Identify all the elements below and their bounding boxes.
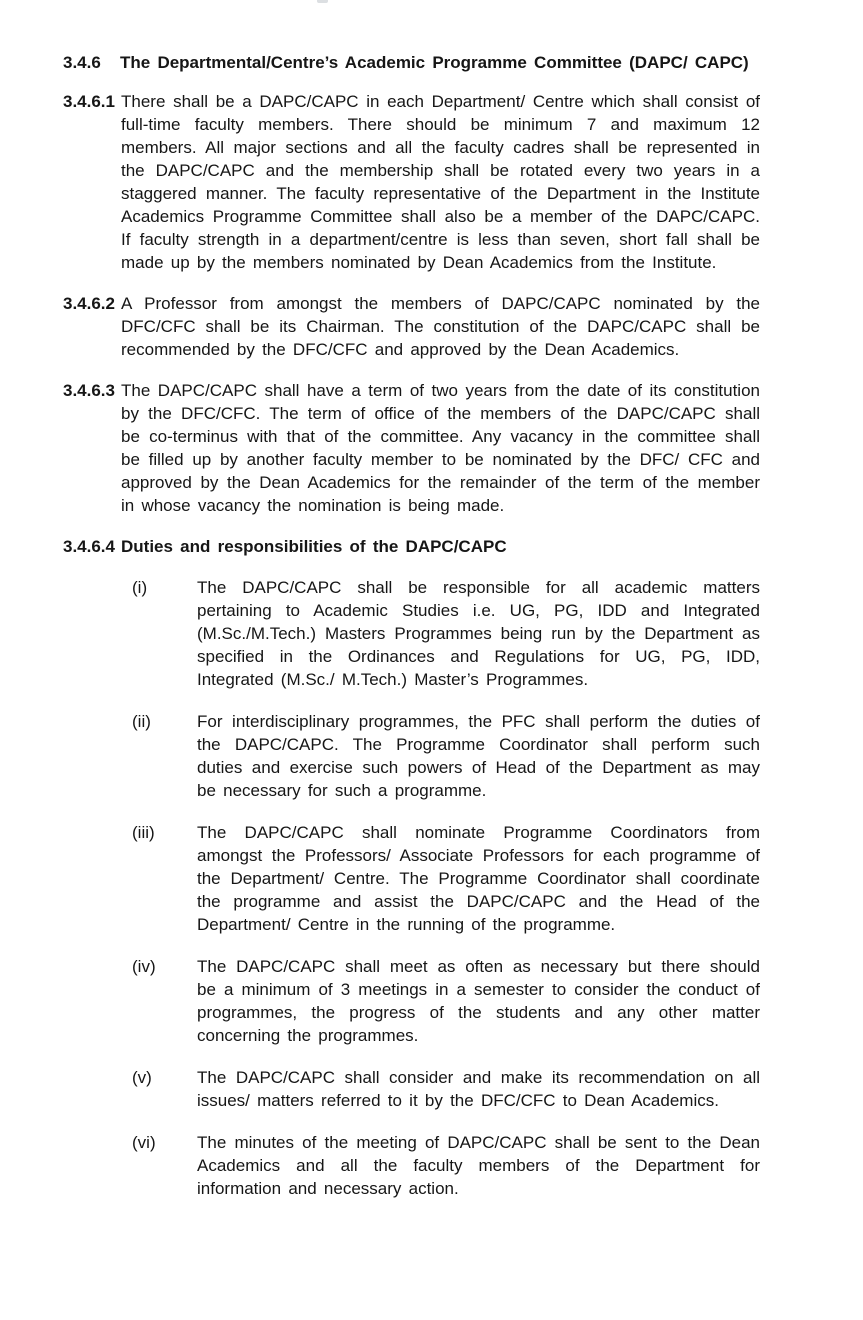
subheading-title: Duties and responsibilities of the DAPC/CAPC [121, 537, 507, 556]
clause-3-4-6-3 [63, 379, 760, 517]
duty-label: (v) [132, 1068, 152, 1087]
scan-edge-artifact [317, 0, 328, 3]
duty-label: (ii) [132, 712, 151, 731]
duty-text: The DAPC/CAPC shall nominate Programme Coordinators from amongst the Professors/ Associate Professors for each programme of the Department/ Centre. The Programme Coordinator shall coordinate the programme and assist the DAPC/CAPC and the Head of the Department/ Centre in the running of the programme. [197, 823, 760, 934]
document-content [63, 51, 760, 1219]
duty-label: (iv) [132, 957, 156, 976]
clause-number: 3.4.6.2 [63, 294, 115, 313]
subheading-number: 3.4.6.4 [63, 537, 115, 556]
clause-3-4-6-1 [63, 90, 760, 274]
duty-text: The DAPC/CAPC shall meet as often as necessary but there should be a minimum of 3 meetings in a semester to consider the conduct of programmes, the progress of the students and any other matter concerning the programmes. [197, 957, 760, 1045]
duty-item-v [132, 1066, 760, 1112]
duty-text: For interdisciplinary programmes, the PFC shall perform the duties of the DAPC/CAPC. The Programme Coordinator shall perform such duties and exercise such powers of Head of the Department as may be necessary for such a programme. [197, 712, 760, 800]
section-heading-3-4-6 [63, 51, 760, 75]
duty-item-i [132, 576, 760, 691]
duty-label: (vi) [132, 1133, 156, 1152]
clause-3-4-6-2 [63, 292, 760, 361]
duty-item-vi [132, 1131, 760, 1200]
subheading-3-4-6-4 [63, 535, 760, 558]
clause-number: 3.4.6.3 [63, 381, 115, 400]
duty-item-iii [132, 821, 760, 936]
section-number: 3.4.6 [63, 53, 101, 72]
duty-text: The DAPC/CAPC shall be responsible for all academic matters pertaining to Academic Studies i.e. UG, PG, IDD and Integrated (M.Sc./M.Tech.) Masters Programmes being run by the Department as specified in the Ordinances and Regulations for UG, PG, IDD, Integrated (M.Sc./ M.Tech.) Master’s Programmes. [197, 578, 760, 689]
clause-number: 3.4.6.1 [63, 92, 115, 111]
clause-text: There shall be a DAPC/CAPC in each Department/ Centre which shall consist of full-time faculty members. There should be minimum 7 and maximum 12 members. All major sections and all the faculty cadres shall be represented in the DAPC/CAPC and the membership shall be rotated every two years in a staggered manner. The faculty representative of the Department in the Institute Academics Programme Committee shall also be a member of the DAPC/CAPC. If faculty strength in a department/centre is less than seven, short fall shall be made up by the members nominated by Dean Academics from the Institute. [121, 92, 760, 272]
clause-text: A Professor from amongst the members of DAPC/CAPC nominated by the DFC/CFC shall be its Chairman. The constitution of the DAPC/CAPC shall be recommended by the DFC/CFC and approved by the Dean Academics. [121, 294, 760, 359]
duty-item-ii [132, 710, 760, 802]
section-title: The Departmental/Centre’s Academic Programme Committee (DAPC/ CAPC) [120, 53, 749, 72]
duty-label: (i) [132, 578, 148, 597]
duty-item-iv [132, 955, 760, 1047]
duty-label: (iii) [132, 823, 155, 842]
duty-text: The minutes of the meeting of DAPC/CAPC shall be sent to the Dean Academics and all the faculty members of the Department for information and necessary action. [197, 1133, 760, 1198]
duty-text: The DAPC/CAPC shall consider and make its recommendation on all issues/ matters referred to it by the DFC/CFC to Dean Academics. [197, 1068, 760, 1110]
clause-text: The DAPC/CAPC shall have a term of two years from the date of its constitution by the DFC/CFC. The term of office of the members of the DAPC/CAPC shall be co-terminus with that of the committee. Any vacancy in the committee shall be filled up by another faculty member to be nominated by the DFC/ CFC and approved by the Dean Academics for the remainder of the term of the member in whose vacancy the nomination is being made. [121, 381, 760, 515]
